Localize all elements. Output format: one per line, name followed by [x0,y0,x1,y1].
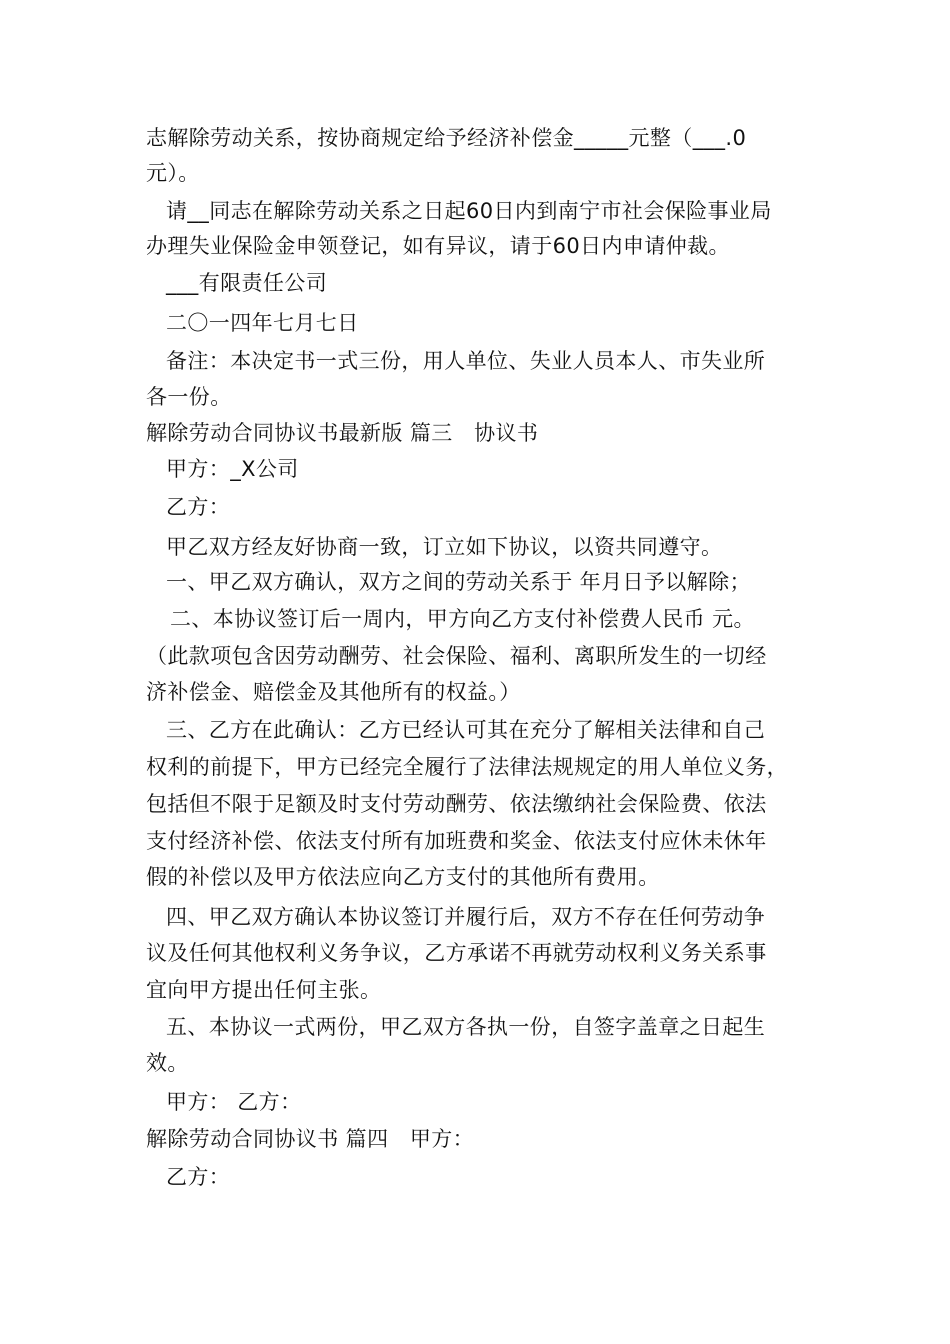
text-line: ___有限责任公司 [166,271,328,295]
text-line: 元）。 [146,161,200,185]
text-line: 乙方： [166,495,231,519]
text-line: 志解除劳动关系，按协商规定给予经济补偿金_____元整（___.0 [146,126,747,150]
text-line: 济补偿金、赔偿金及其他所有的权益。） [146,680,521,704]
section-heading: 解除劳动合同协议书 篇四 甲方： [146,1127,475,1151]
text-line: 权利的前提下，甲方已经完全履行了法律法规规定的用人单位义务， [146,755,788,779]
text-line: 五、本协议一式两份，甲乙双方各执一份，自签字盖章之日起生 [166,1015,766,1039]
text-line: 乙方： [166,1165,231,1189]
text-line: 甲方：_X公司 [166,457,299,481]
text-line: 三、乙方在此确认：乙方已经认可其在充分了解相关法律和自己 [166,718,766,742]
text-line: 请__同志在解除劳动关系之日起60日内到南宁市社会保险事业局 [166,199,772,223]
text-line: 支付经济补偿、依法支付所有加班费和奖金、依法支付应休未休年 [146,829,767,853]
text-line: （此款项包含因劳动酬劳、社会保险、福利、离职所发生的一切经 [146,644,767,668]
text-line: 一、甲乙双方确认，双方之间的劳动关系于 年月日予以解除； [166,570,751,594]
text-line: 宜向甲方提出任何主张。 [146,978,382,1002]
text-line: 四、甲乙双方确认本协议签订并履行后，双方不存在任何劳动争 [166,905,766,929]
text-line: 备注：本决定书一式三份，用人单位、失业人员本人、市失业所 [166,349,766,373]
text-line: 二、本协议签订后一周内，甲方向乙方支付补偿费人民币 元。 [170,607,755,631]
text-line: 二〇一四年七月七日 [166,311,359,335]
signature-line: 甲方： 乙方： [166,1090,302,1114]
text-line: 议及任何其他权利义务争议，乙方承诺不再就劳动权利义务关系事 [146,941,767,965]
text-line: 假的补偿以及甲方依法应向乙方支付的其他所有费用。 [146,865,660,889]
text-line: 包括但不限于足额及时支付劳动酬劳、依法缴纳社会保险费、依法 [146,792,767,816]
section-heading: 解除劳动合同协议书最新版 篇三 协议书 [146,421,539,445]
text-line: 效。 [146,1051,189,1075]
text-line: 办理失业保险金申领登记，如有异议，请于60日内申请仲裁。 [146,234,730,258]
text-line: 甲乙双方经友好协商一致，订立如下协议，以资共同遵守。 [166,535,723,559]
text-line: 各一份。 [146,385,232,409]
